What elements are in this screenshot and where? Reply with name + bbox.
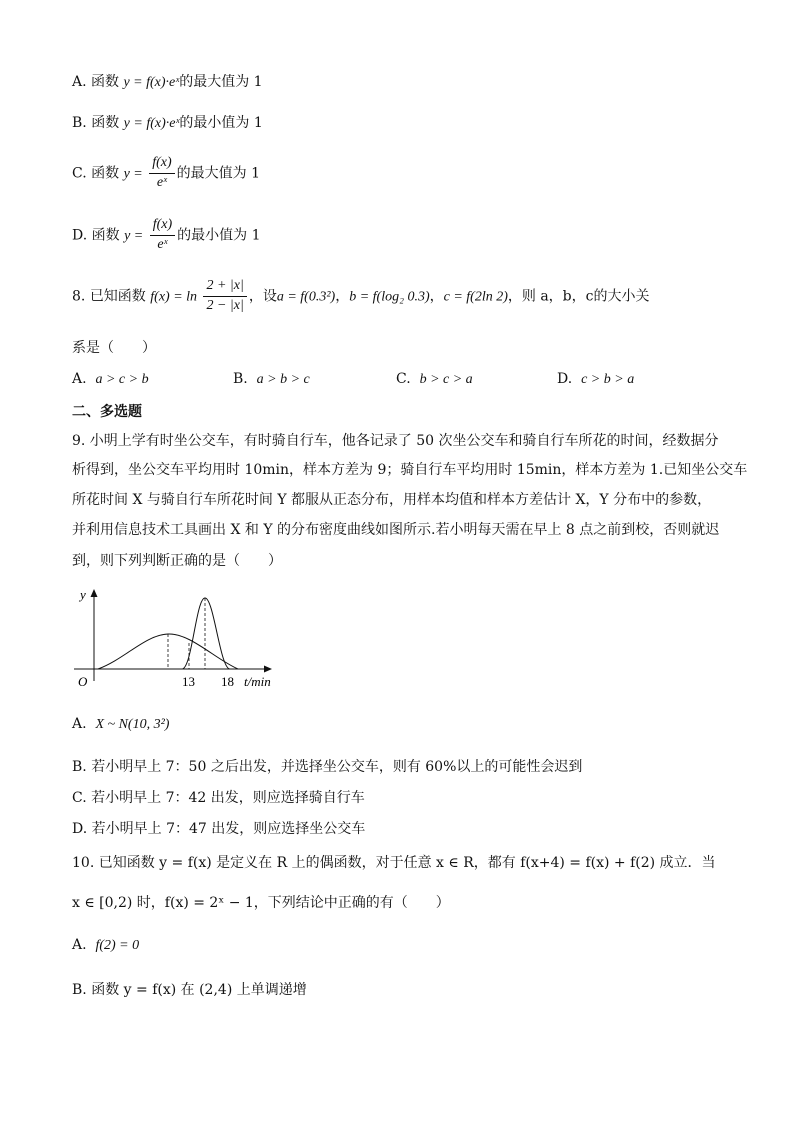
q8-option-d: D. c > b > a	[557, 371, 635, 387]
x-label: t/min	[244, 674, 271, 689]
q7-option-c: C. 函数 y = $\frac{f(x)}{\text{eˣ}}$ 的最大值为 1	[72, 155, 260, 190]
q9-line-3: 所花时间 X 与骑自行车所花时间 Y 都服从正态分布，用样本均值和样本方差估计 X，Y 分布中的参数，	[72, 492, 712, 508]
q10-option-a: A. f(2) = 0	[72, 937, 140, 953]
y-label: y	[80, 587, 86, 602]
q9-line-2: 析得到，坐公交车平均用时 10min，样本方差为 9；骑自行车平均用时 15min，样本方差为 1.已知坐公交车	[72, 462, 748, 478]
q9-line-4: 并利用信息技术工具画出 X 和 Y 的分布密度曲线如图所示.若小明每天需在早上 8 点之前到校，否则就迟	[72, 522, 720, 538]
tick-18: 18	[221, 674, 234, 689]
q8-stem-line2: 系是（ ）	[72, 340, 156, 356]
q7-option-d: D. 函数 y = $\frac{f(x)}{\text{eˣ}}$ 的最小值为 1	[72, 217, 261, 252]
q8-option-c: C. b > c > a	[396, 371, 473, 387]
q8-option-a: A. a > c > b	[72, 371, 149, 387]
x-axis-arrow	[264, 666, 272, 673]
q9-option-a: A. X ~ N(10, 3²)	[72, 716, 170, 732]
section-heading: 二、多选题	[72, 404, 142, 420]
q9-line-1: 9. 小明上学有时坐公交车，有时骑自行车，他各记录了 50 次坐公交车和骑自行车所花的时间，经数据分	[72, 433, 719, 449]
q9-option-b: B. 若小明早上 7：50 之后出发，并选择坐公交车，则有 60%以上的可能性会迟到	[72, 759, 583, 775]
tick-13: 13	[182, 674, 195, 689]
q8-stem: 8. 已知函数 f(x) = ln $\frac{2 + |x|}{2 - |x|}$ ，设a = f(0.3²)，b = f(log₂ 0.3)，c = f(2ln 2)，则 a，b，c的大小关	[72, 278, 650, 313]
q10-line-1: 10. 已知函数 y = f(x) 是定义在 R 上的偶函数，对于任意 x ∈ R，都有 f(x+4) = f(x) + f(2) 成立．当	[72, 855, 716, 871]
q9-option-c: C. 若小明早上 7：42 出发，则应选择骑自行车	[72, 790, 365, 806]
q10-option-b: B. 函数 y = f(x) 在 (2,4) 上单调递增	[72, 982, 307, 998]
y-axis-arrow	[91, 589, 98, 597]
q8-fraction: $\frac{2 + |x|}{2 - |x|}$	[203, 278, 246, 315]
q7-option-b: B. 函数 y = f(x)·eˣ的最小值为 1	[72, 115, 263, 131]
q10-line-2: x ∈ [0,2) 时，f(x) = 2ˣ − 1，下列结论中正确的有（ ）	[72, 895, 450, 911]
q7d-fraction: $\frac{f(x)}{\text{eˣ}}$	[150, 217, 175, 254]
q9-option-d: D. 若小明早上 7：47 出发，则应选择坐公交车	[72, 821, 366, 837]
q7-option-a: A. 函数 y = f(x)·eˣ的最大值为 1	[72, 74, 263, 90]
q9-density-graph	[70, 585, 285, 690]
origin-label: O	[78, 674, 88, 689]
q7c-fraction: $\frac{f(x)}{\text{eˣ}}$	[149, 155, 174, 192]
q9-line-5: 到，则下列判断正确的是（ ）	[72, 553, 282, 569]
q8-option-b: B. a > b > c	[233, 371, 310, 387]
